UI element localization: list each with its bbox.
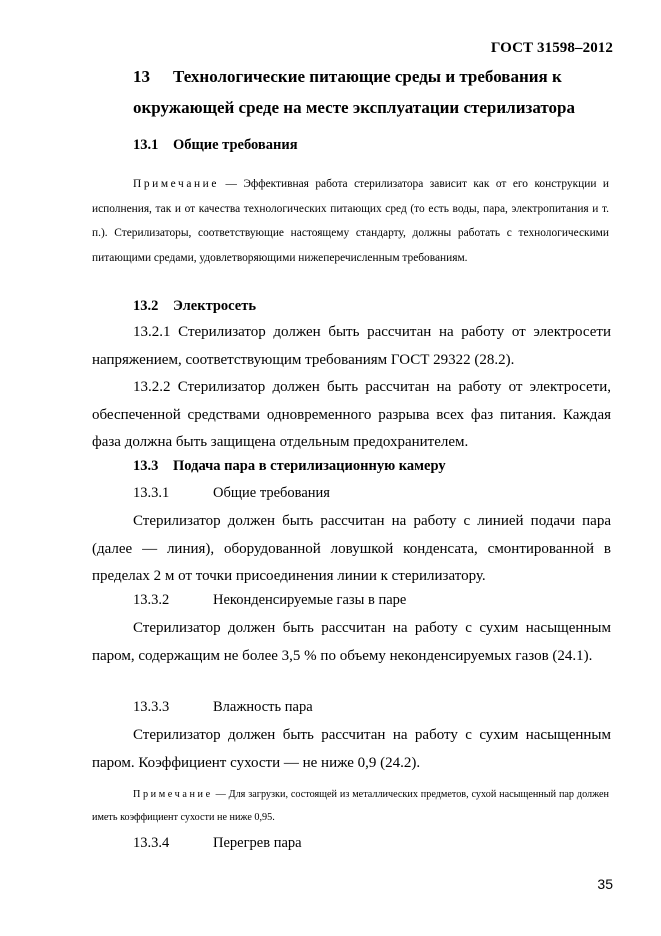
subsection-13-3-3-number: 13.3.3 [133,699,170,715]
section-13-1-heading [133,137,298,154]
section-13-3-number: 13.3 [133,458,159,474]
subsection-13-3-1-heading [133,485,330,502]
subsection-13-3-4-heading [133,835,302,852]
page-number: 35 [597,876,613,892]
note-label: Примечание [133,789,213,800]
note-text: — Для загрузки, состоящей из металлических предметов, сухой насыщенный пар должен иметь коэффициент сухости не ниже 0,95. [92,789,609,823]
standard-header: ГОСТ 31598–2012 [490,40,613,56]
paragraph-13-3-1: Стерилизатор должен быть рассчитан на работу с линией подачи пара (далее — линия), оборудованной ловушкой конденсата, смонтированной в пределах 2 м от точки присоединения линии к стерилизатору. [92,513,611,584]
subsection-13-3-2-title: Неконденсируемые газы в паре [213,592,407,608]
section-13-2-heading [133,298,256,315]
section-13-heading [133,61,609,123]
section-13-1-number: 13.1 [133,137,159,153]
subsection-13-3-1-title: Общие требования [213,485,330,501]
subsection-13-3-3-title: Влажность пара [213,699,313,715]
note-13-3-3 [92,783,609,829]
paragraph-13-3-3: Стерилизатор должен быть рассчитан на работу с сухим насыщенным паром. Коэффициент сухости — не ниже 0,9 (24.2). [92,727,611,771]
subsection-13-3-4-number: 13.3.4 [133,835,170,851]
section-13-2-number: 13.2 [133,298,159,314]
section-13-title: Технологические питающие среды и требования к окружающей среде на месте эксплуатации стерилизатора [133,67,575,117]
section-13-2-title: Электросеть [173,298,257,314]
note-label: Примечание [133,178,220,190]
subsection-13-3-1-number: 13.3.1 [133,485,170,501]
section-13-3-title: Подача пара в стерилизационную камеру [173,458,446,474]
note-text: — Эффективная работа стерилизатора зависит как от его конструкции и исполнения, так и от качества технологических питающих сред (то есть воды, пара, электропитания и т. п.). Стерилизаторы, соответствующие настоящему стандарту, должны работать с технологическими питающими средами, удовлетворяющими нижеперечисленным требованиям. [92,178,609,264]
paragraph-13-3-2: Стерилизатор должен быть рассчитан на работу с сухим насыщенным паром, содержащим не более 3,5 % по объему неконденсируемых газов (24.1). [92,620,611,664]
subsection-13-3-2-number: 13.3.2 [133,592,170,608]
subsection-13-3-3-heading [133,699,313,716]
section-13-3-heading [133,458,446,475]
subsection-13-3-2-heading [133,592,406,609]
note-13-1 [92,172,609,270]
section-13-number: 13 [133,67,150,86]
subsection-13-3-4-title: Перегрев пара [213,835,302,851]
paragraph-13-2-2: 13.2.2 Стерилизатор должен быть рассчитан на работу от электросети, обеспеченной средствами одновременного разрыва всех фаз питания. Каждая фаза должна быть защищена отдельным предохранителем. [92,379,611,450]
section-13-1-title: Общие требования [173,137,298,153]
paragraph-13-2-1: 13.2.1 Стерилизатор должен быть рассчитан на работу от электросети напряжением, соответствующим требованиям ГОСТ 29322 (28.2). [92,324,611,368]
